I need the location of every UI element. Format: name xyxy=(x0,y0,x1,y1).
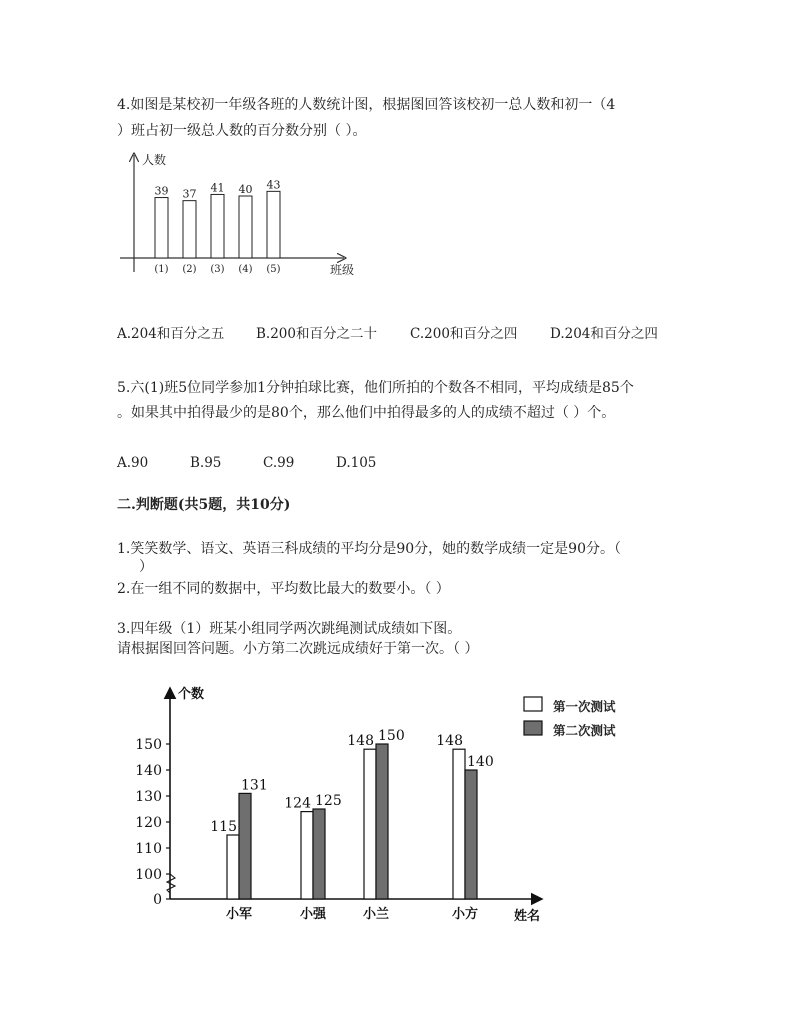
q4-option-a[interactable]: A.204和百分之五 xyxy=(117,326,225,342)
chart2-tick-label: 0 xyxy=(153,892,162,908)
legend-label-second-text: 第二次测试 xyxy=(553,723,616,738)
chart1-bar xyxy=(267,191,280,258)
chart2-tick-label: 100 xyxy=(135,867,162,883)
j3-line2: 请根据图回答问题。小方第二次跳远成绩好于第一次。（ ） xyxy=(117,641,479,657)
chart2-bar xyxy=(376,744,388,899)
chart2-category-label: 小军 xyxy=(225,907,253,922)
chart1-value-label: 37 xyxy=(182,187,197,201)
q5-line2: 。如果其中拍得最少的是80个，那么他们中拍得最多的人的成绩不超过（ ）个。 xyxy=(117,405,616,421)
chart2-bar xyxy=(313,809,325,899)
chart2-legend xyxy=(524,697,542,735)
chart2-tick-label: 110 xyxy=(135,841,162,857)
chart2-xlabel: 姓名 xyxy=(514,909,541,924)
chart2-tick-label: 120 xyxy=(135,815,162,831)
chart2-ylabel: 个数 xyxy=(178,687,205,702)
chart1-bar xyxy=(155,198,168,258)
chart2-bar xyxy=(239,793,251,899)
chart1-ylabel: 人数 xyxy=(142,153,167,167)
chart2-value-label: 148 xyxy=(436,733,463,750)
q5-line1: 5.六(1)班5位同学参加1分钟拍球比赛，他们所拍的个数各不相同，平均成绩是85个 xyxy=(117,380,634,396)
q5-option-b[interactable]: B.95 xyxy=(190,455,222,471)
chart1-xlabel: 班级 xyxy=(330,263,355,277)
chart2-value-label: 115 xyxy=(210,819,237,835)
q4-options xyxy=(117,322,697,342)
chart1-bar xyxy=(183,201,196,258)
chart2-value-label: 124 xyxy=(284,795,311,812)
class-count-chart xyxy=(112,150,372,280)
chart2-value-label: 148 xyxy=(347,733,374,750)
q5-option-c[interactable]: C.99 xyxy=(263,455,295,471)
chart1-bar xyxy=(211,194,224,258)
q4-line2: ）班占初一级总人数的百分数分别（ ）。 xyxy=(117,123,367,139)
j1-line1: 1.笑笑数学、语文、英语三科成绩的平均分是90分，她的数学成绩一定是90分。（ xyxy=(117,541,621,557)
chart1-category-label: (5) xyxy=(266,264,281,275)
chart2-value-label: 125 xyxy=(315,793,342,809)
legend-swatch-second xyxy=(524,721,542,735)
q4-option-d[interactable]: D.204和百分之四 xyxy=(550,326,658,342)
chart2-category-label: 小强 xyxy=(299,907,327,922)
chart2-category-label: 小方 xyxy=(451,907,479,922)
chart1-category-label: (3) xyxy=(210,264,225,275)
chart2-bar xyxy=(301,812,313,899)
j3-line1: 3.四年级（1）班某小组同学两次跳绳测试成绩如下图。 xyxy=(117,621,462,637)
section-title: 二.判断题(共5题，共10分) xyxy=(117,497,291,513)
chart1-category-label: (4) xyxy=(238,264,253,275)
jump-rope-chart xyxy=(130,680,570,930)
chart2-axis-break xyxy=(167,874,175,893)
q4-option-c[interactable]: C.200和百分之四 xyxy=(410,326,518,342)
chart2-bar xyxy=(227,835,239,899)
q5-option-a[interactable]: A.90 xyxy=(117,455,149,471)
chart2-value-label: 131 xyxy=(241,777,268,794)
q4-line1: 4.如图是某校初一年级各班的人数统计图，根据图回答该校初一总人数和初一（4 xyxy=(117,97,616,113)
legend-swatch-first xyxy=(524,697,542,711)
chart2-value-label: 140 xyxy=(467,754,494,770)
j2-line1: 2.在一组不同的数据中，平均数比最大的数要小。（ ） xyxy=(117,581,450,597)
chart2-tick-label: 150 xyxy=(135,737,162,753)
chart1-value-label: 39 xyxy=(154,184,169,198)
chart2-value-label: 150 xyxy=(378,728,405,744)
chart1-bar xyxy=(239,196,252,258)
chart2-category-label: 小兰 xyxy=(362,907,390,922)
chart2-tick-label: 130 xyxy=(135,789,162,805)
j1-line2: ） xyxy=(139,559,153,575)
chart2-bar xyxy=(453,749,465,899)
q5-option-d[interactable]: D.105 xyxy=(336,455,377,471)
chart1-category-label: (2) xyxy=(182,264,197,275)
chart2-bar xyxy=(465,770,477,899)
legend-label-first-text: 第一次测试 xyxy=(553,699,616,714)
chart2-bar xyxy=(364,749,376,899)
chart2-tick-label: 140 xyxy=(135,763,162,779)
chart1-value-label: 43 xyxy=(266,178,281,192)
q4-option-b[interactable]: B.200和百分之二十 xyxy=(256,326,377,342)
chart1-value-label: 41 xyxy=(210,181,225,195)
chart1-category-label: (1) xyxy=(154,264,169,275)
chart1-value-label: 40 xyxy=(238,183,253,196)
q5-options xyxy=(117,455,417,475)
